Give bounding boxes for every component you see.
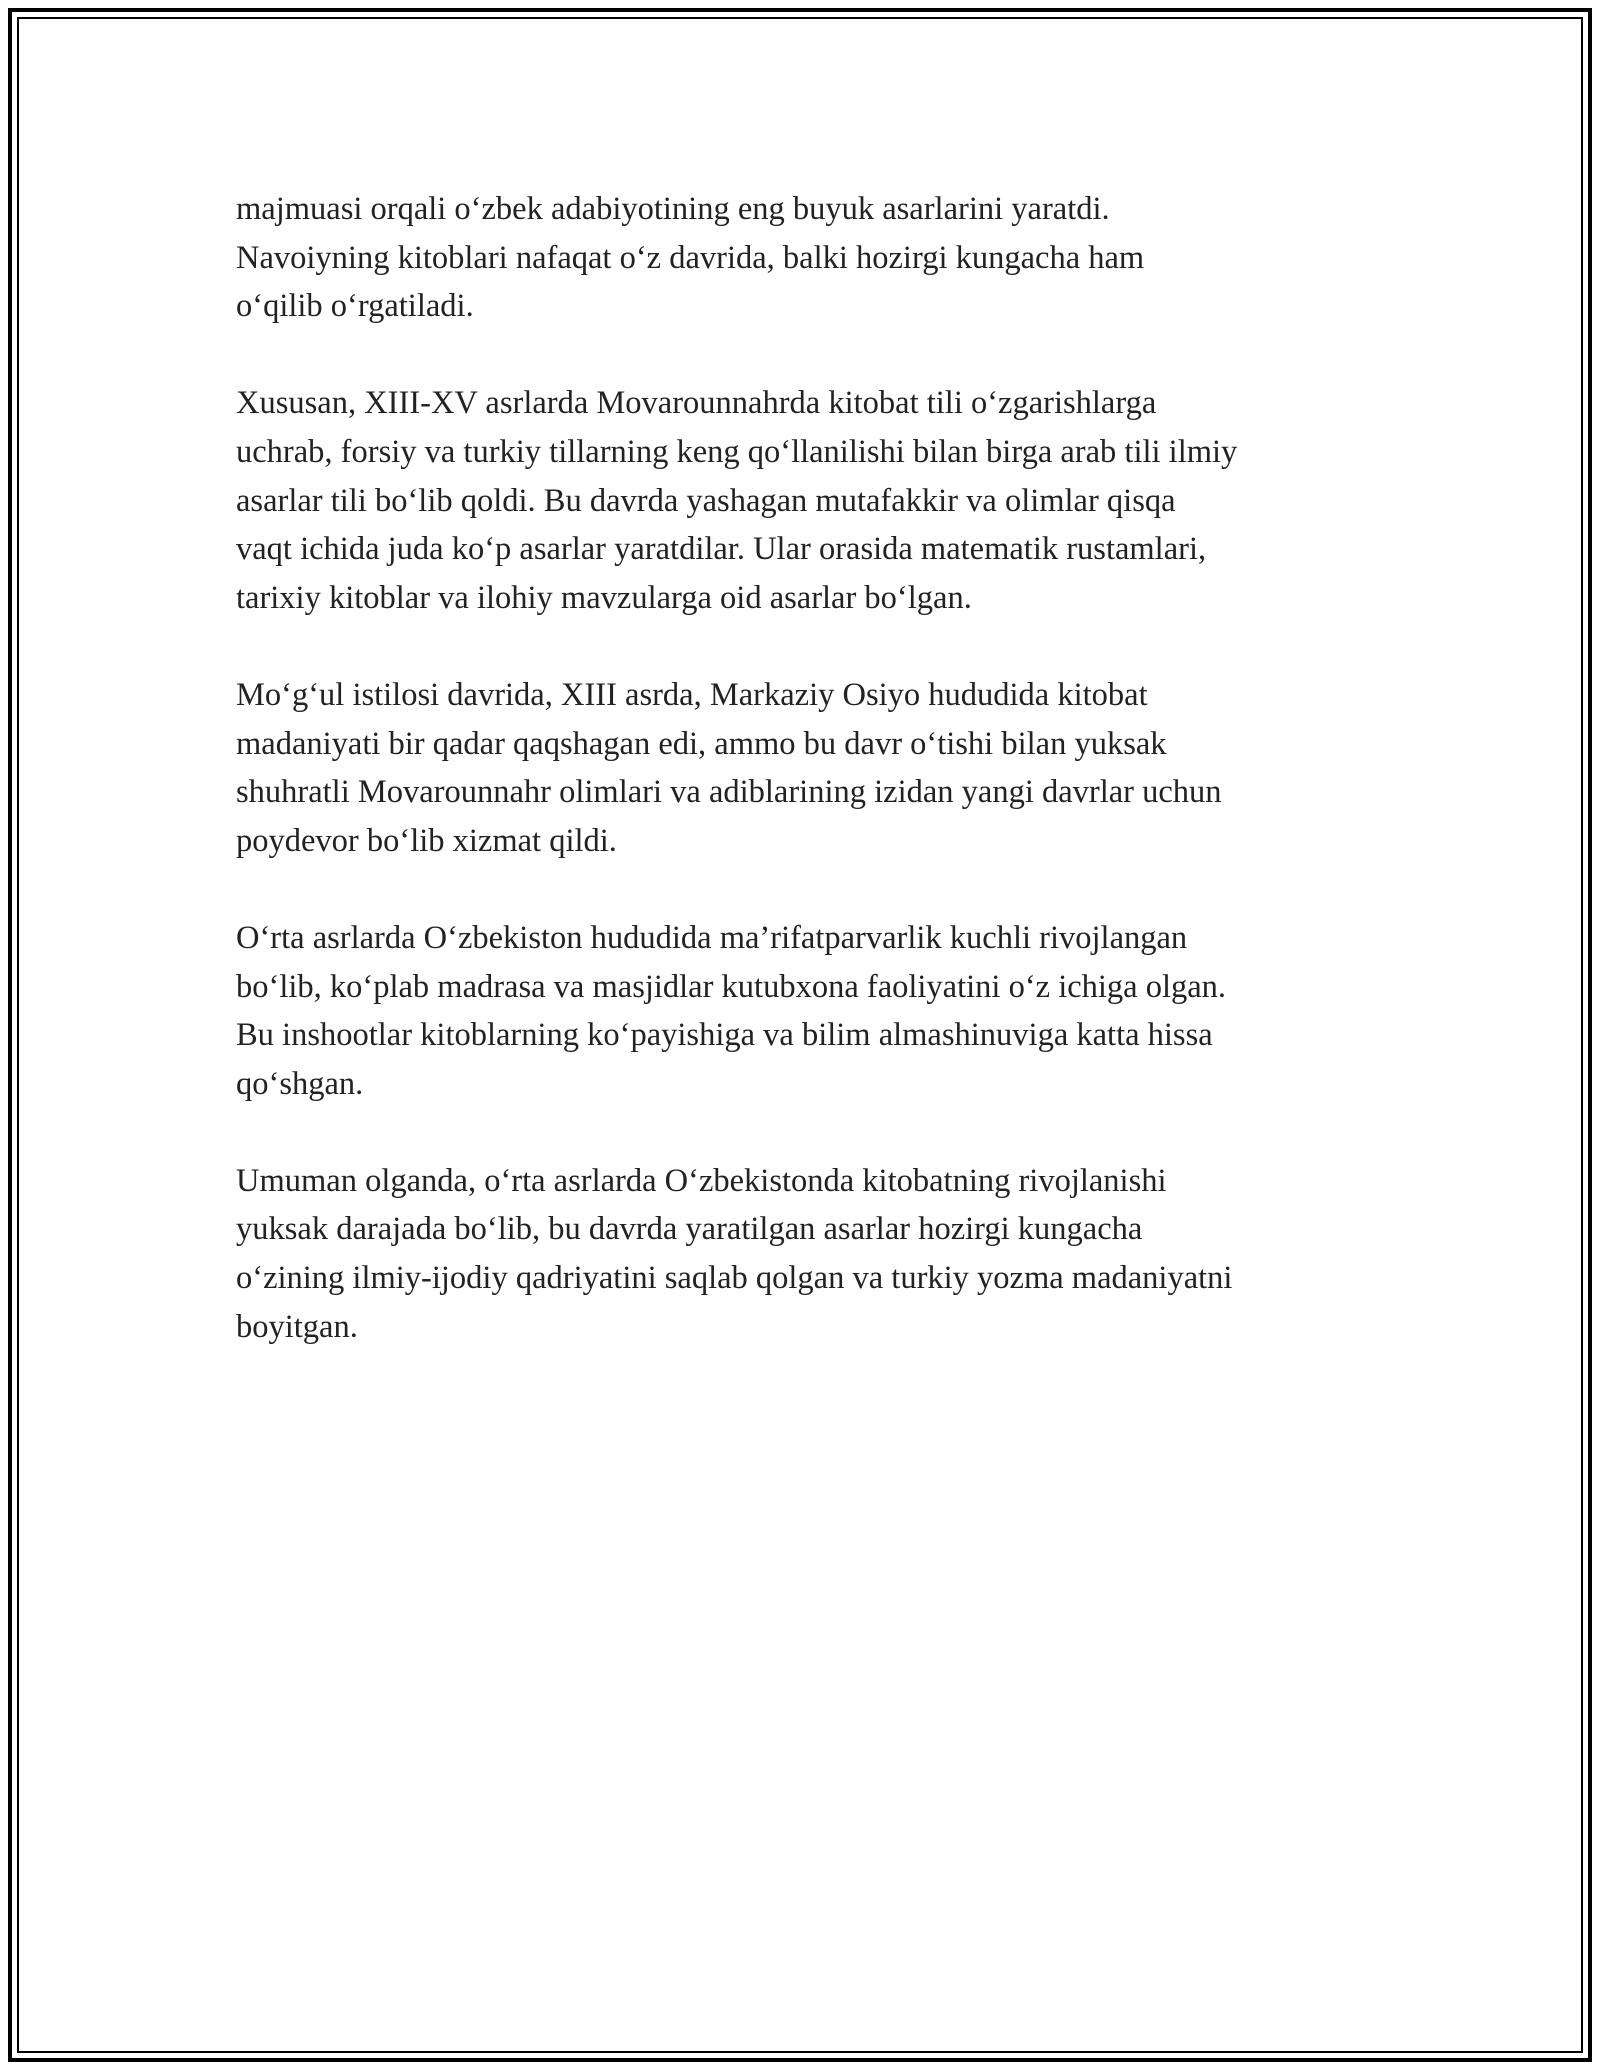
paragraph-3: Mo‘g‘ul istilosi davrida, XIII asrda, Markaziy Osiyo hududida kitobat madaniyati bir qadar qaqshagan edi, ammo bu davr o‘tishi bilan yuksak shuhratli Movarounnahr olimlari va adiblarining izidan yangi davrlar uchun poydevor bo‘lib xizmat qildi. <box>236 676 1222 859</box>
paragraph-2: Xususan, XIII-XV asrlarda Movarounnahrda kitobat tili o‘zgarishlarga uchrab, forsiy va turkiy tillarning keng qo‘llanilishi bilan birga arab tili ilmiy asarlar tili bo‘lib qoldi. Bu davrda yashagan mutafakkir va olimlar qisqa vaqt ichida juda ko‘p asarlar yaratdilar. Ular orasida matematik rustamlari, tarixiy kitoblar va ilohiy mavzularga oid asarlar bo‘lgan. <box>236 385 1238 616</box>
document-body <box>236 185 1386 1400</box>
paragraph-4: O‘rta asrlarda O‘zbekiston hududida ma’rifatparvarlik kuchli rivojlangan bo‘lib, ko‘plab madrasa va masjidlar kutubxona faoliyatini o‘z ichiga olgan. Bu inshootlar kitoblarning ko‘payishiga va bilim almashinuviga katta hissa qo‘shgan. <box>236 919 1227 1102</box>
paragraph-1: majmuasi orqali o‘zbek adabiyotining eng buyuk asarlarini yaratdi. Navoiyning kitoblari nafaqat o‘z davrida, balki hozirgi kungacha ham o‘qilib o‘rgatiladi. <box>236 191 1145 325</box>
paragraph-5: Umuman olganda, o‘rta asrlarda O‘zbekistonda kitobatning rivojlanishi yuksak darajada bo‘lib, bu davrda yaratilgan asarlar hozirgi kungacha o‘zining ilmiy-ijodiy qadriyatini saqlab qolgan va turkiy yozma madaniyatni boyitgan. <box>236 1162 1233 1345</box>
